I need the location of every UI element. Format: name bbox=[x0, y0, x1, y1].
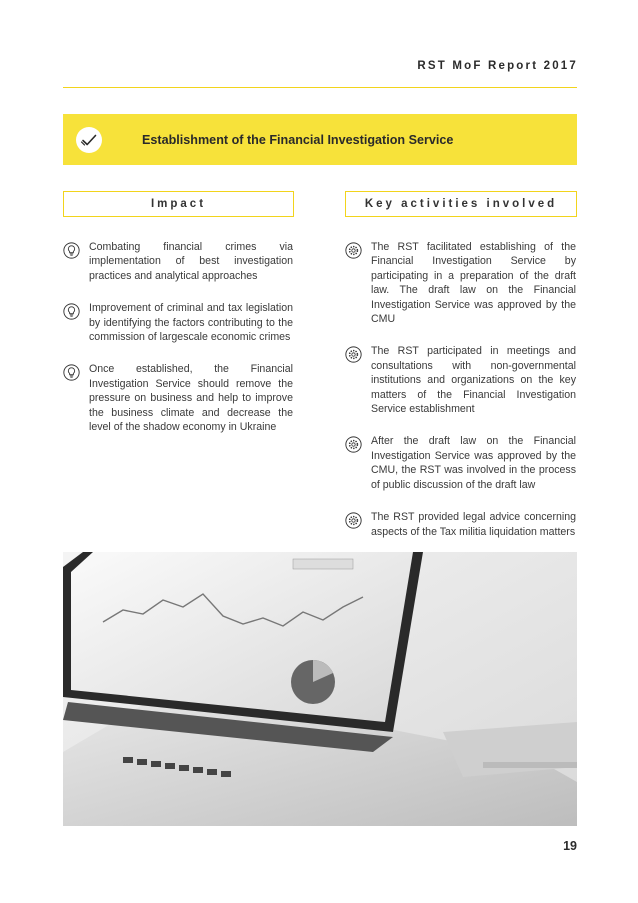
impact-list bbox=[63, 240, 293, 452]
lightbulb-icon bbox=[63, 303, 80, 320]
impact-heading: Impact bbox=[63, 191, 294, 217]
lightbulb-icon bbox=[63, 242, 80, 259]
gear-icon bbox=[345, 512, 362, 529]
list-item bbox=[63, 301, 293, 344]
impact-item-3: Once established, the Financial Investigation Service should remove the pressure on business and help to improve the business climate and decrease the level of the shadow economy in Ukraine bbox=[89, 363, 293, 434]
list-item bbox=[345, 344, 576, 416]
list-item bbox=[63, 362, 293, 434]
list-item bbox=[345, 510, 576, 539]
activity-item-3: After the draft law on the Financial Investigation Service was approved by the CMU, the RST was involved in the process of public discussion of the draft law bbox=[371, 435, 576, 491]
list-item bbox=[63, 240, 293, 283]
gear-icon bbox=[345, 242, 362, 259]
report-title: RST MoF Report 2017 bbox=[417, 60, 578, 72]
laptop-photo bbox=[63, 552, 577, 826]
activities-list bbox=[345, 240, 576, 557]
list-item bbox=[345, 434, 576, 492]
impact-item-2: Improvement of criminal and tax legislation by identifying the factors contributing to the commission of largescale economic crimes bbox=[89, 302, 293, 344]
list-item bbox=[345, 240, 576, 326]
impact-item-1: Combating financial crimes via implementation of best investigation practices and analytical approaches bbox=[89, 241, 293, 282]
checkmark-icon bbox=[76, 127, 102, 153]
activity-item-2: The RST participated in meetings and consultations with non-governmental institutions and organizations on the key matters of the Financial Investigation Service establishment bbox=[371, 345, 576, 416]
activity-item-1: The RST facilitated establishing of the Financial Investigation Service by participating in a preparation of the draft law. The draft law on the Financial Investigation Service was approved by the CMU bbox=[371, 241, 576, 326]
laptop-illustration bbox=[63, 552, 577, 826]
activity-item-4: The RST provided legal advice concerning aspects of the Tax militia liquidation matters bbox=[371, 511, 576, 538]
activities-heading: Key activities involved bbox=[345, 191, 577, 217]
section-banner bbox=[63, 114, 577, 165]
page-number: 19 bbox=[563, 839, 577, 853]
section-title: Establishment of the Financial Investigation Service bbox=[142, 132, 454, 147]
lightbulb-icon bbox=[63, 364, 80, 381]
gear-icon bbox=[345, 346, 362, 363]
header-divider bbox=[63, 87, 577, 88]
gear-icon bbox=[345, 436, 362, 453]
